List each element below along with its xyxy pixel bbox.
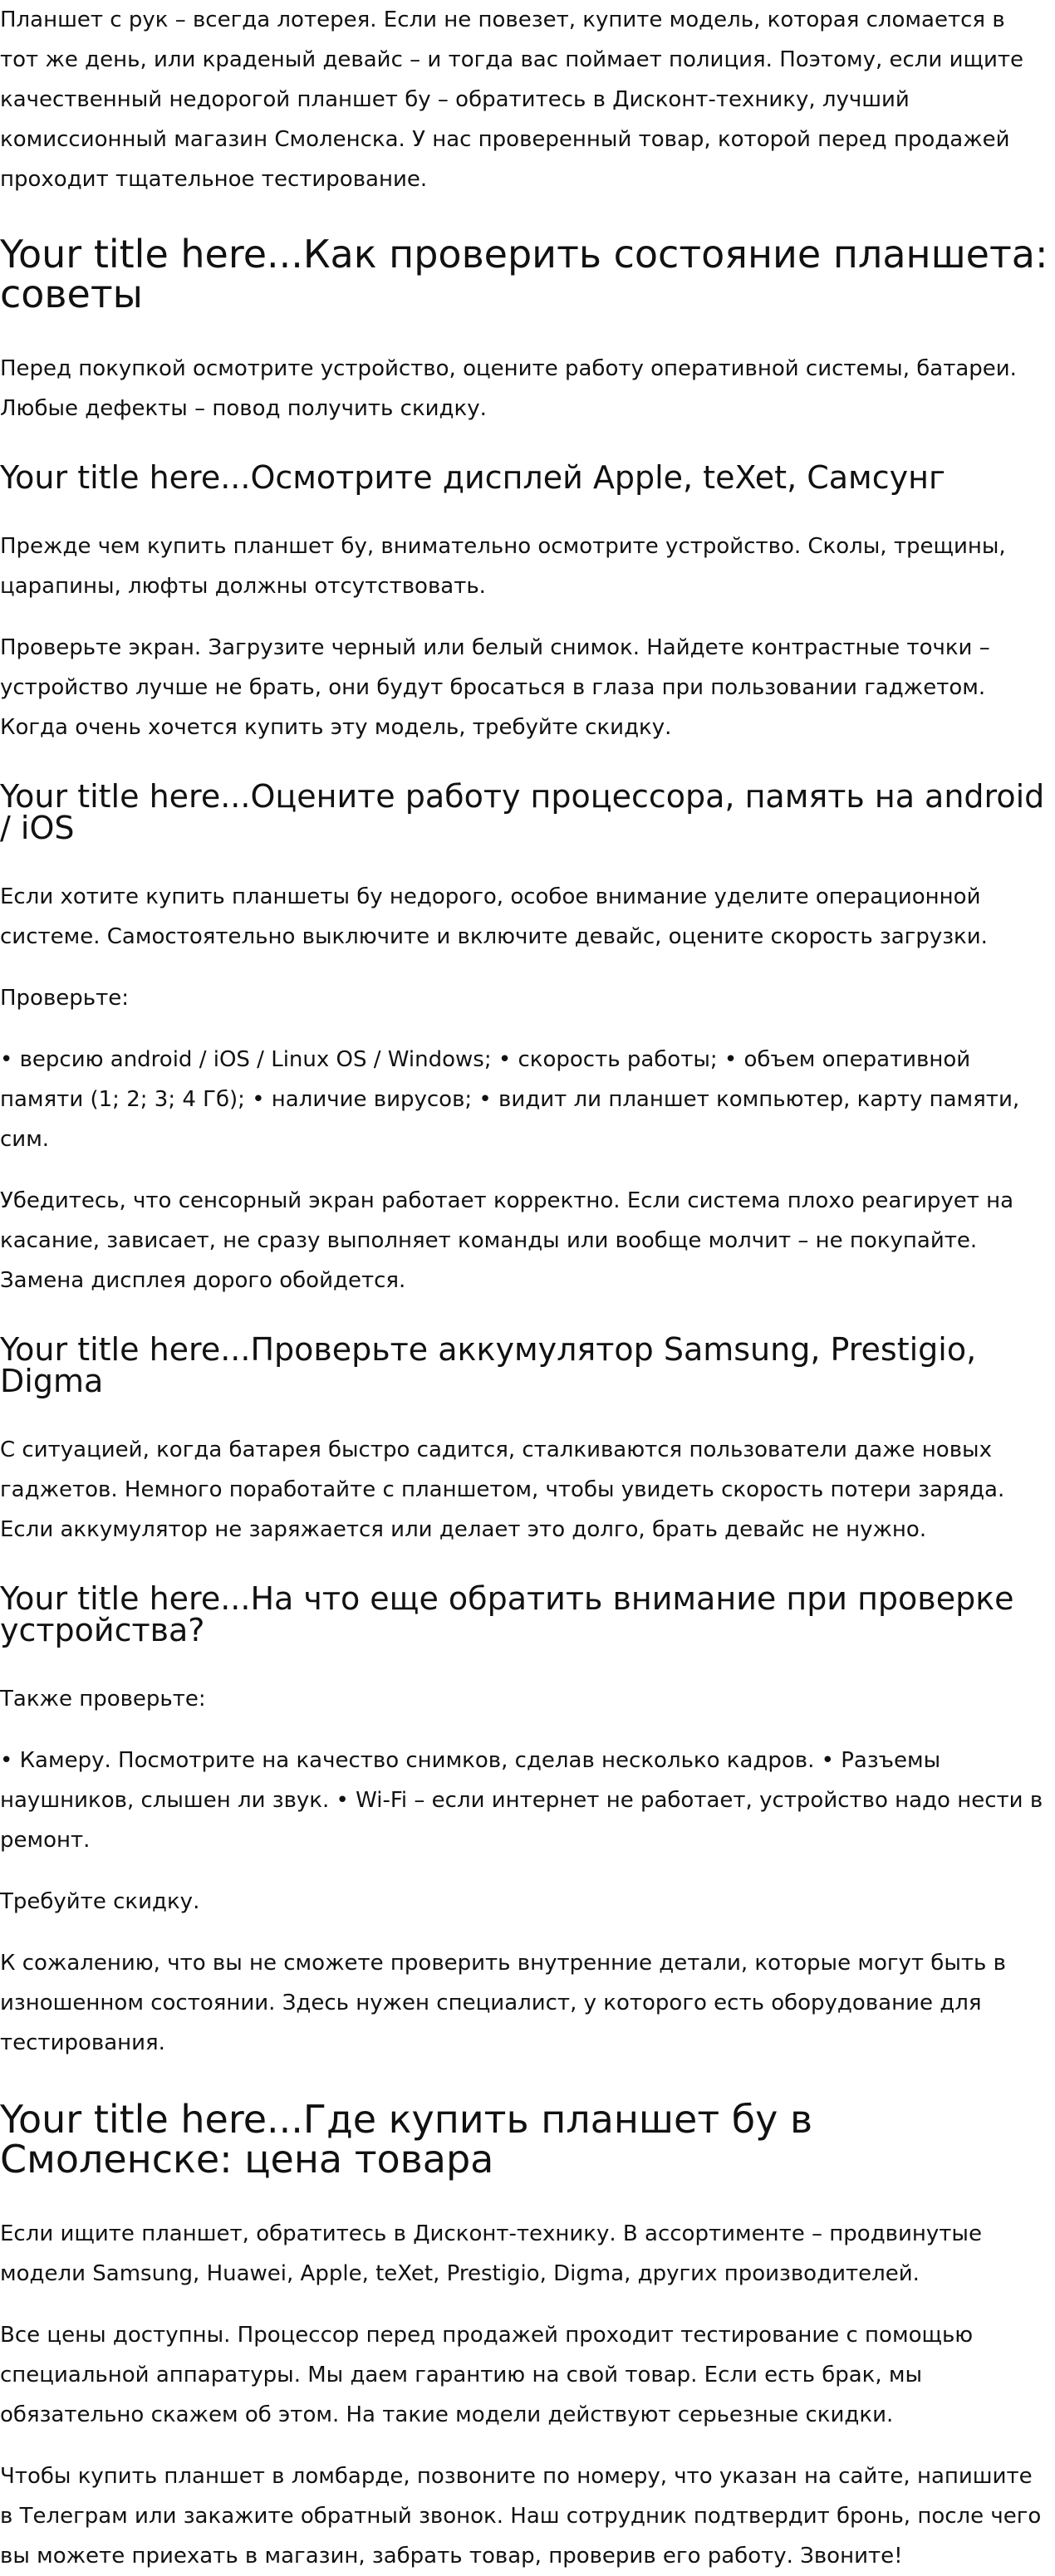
paragraph: Прежде чем купить планшет бу, внимательно осмотрите устройство. Сколы, трещины, царапины, люфты должны отсутствовать. xyxy=(0,534,1006,599)
bullet-paragraph: • версию android / iOS / Linux OS / Windows; • скорость работы; • объем оперативной памяти (1; 2; 3; 4 Гб); • наличие вирусов; • видит ли планшет компьютер, карту памяти, сим. xyxy=(0,1047,1020,1152)
paragraph: Перед покупкой осмотрите устройство, оцените работу оперативной системы, батареи. Любые дефекты – повод получить скидку. xyxy=(0,356,1017,421)
paragraph: С ситуацией, когда батарея быстро садится, сталкиваются пользователи даже новых гаджетов. Немного поработайте с планшетом, чтобы увидеть скорость потери заряда. Если аккумулятор не заряжается или делает это долго, брать девайс не нужно. xyxy=(0,1437,1005,1542)
subheading-battery: Your title here...Проверьте аккумулятор Samsung, Prestigio, Digma xyxy=(0,1331,977,1399)
paragraph: Если ищите планшет, обратитесь в Дисконт-технику. В ассортименте – продвинутые модели Samsung, Huawei, Apple, teXet, Prestigio, Digma, других производителей. xyxy=(0,2221,982,2286)
section-heading-where-to-buy: Your title here...Где купить планшет бу в Смоленске: цена товара xyxy=(0,2097,813,2182)
paragraph: Также проверьте: xyxy=(0,1687,206,1712)
intro-paragraph: Планшет с рук – всегда лотерея. Если не повезет, купите модель, которая сломается в тот же день, или краденый девайс – и тогда вас поймает полиция. Поэтому, если ищите качественный недорогой планшет бу – обратитесь в Дисконт-технику, лучший комиссионный магазин Смоленска. У нас проверенный товар, которой перед продажей проходит тщательное тестирование. xyxy=(0,7,1024,192)
paragraph: К сожалению, что вы не сможете проверить внутренние детали, которые могут быть в изношенном состоянии. Здесь нужен специалист, у которого есть оборудование для тестирования. xyxy=(0,1951,1006,2055)
section-heading-check-condition: Your title here...Как проверить состояние планшета: советы xyxy=(0,232,1048,316)
paragraph: Чтобы купить планшет в ломбарде, позвоните по номеру, что указан на сайте, напишите в Телеграм или закажите обратный звонок. Наш сотрудник подтвердит бронь, после чего вы можете приехать в магазин, забрать товар, проверив его работу. Звоните! xyxy=(0,2464,1042,2569)
paragraph: Если хотите купить планшеты бу недорого, особое внимание уделите операционной системе. Самостоятельно выключите и включите девайс, оцените скорость загрузки. xyxy=(0,884,988,949)
subheading-display: Your title here...Осмотрите дисплей Apple, teXet, Самсунг xyxy=(0,459,945,496)
subheading-processor: Your title here...Оцените работу процессора, память на android / iOS xyxy=(0,778,1045,846)
paragraph: Все цены доступны. Процессор перед продажей проходит тестирование с помощью специальной аппаратуры. Мы даем гарантию на свой товар. Если есть брак, мы обязательно скажем об этом. На такие модели действуют серьезные скидки. xyxy=(0,2323,974,2427)
paragraph: Требуйте скидку. xyxy=(0,1889,200,1914)
bullet-paragraph: • Камеру. Посмотрите на качество снимков, сделав несколько кадров. • Разъемы наушников, слышен ли звук. • Wi-Fi – если интернет не работает, устройство надо нести в ремонт. xyxy=(0,1748,1043,1853)
subheading-other-checks: Your title here...На что еще обратить внимание при проверке устройства? xyxy=(0,1580,1014,1648)
paragraph: Проверьте: xyxy=(0,986,130,1011)
paragraph: Проверьте экран. Загрузите черный или белый снимок. Найдете контрастные точки – устройство лучше не брать, они будут бросаться в глаза при пользовании гаджетом. Когда очень хочется купить эту модель, требуйте скидку. xyxy=(0,635,990,740)
paragraph: Убедитесь, что сенсорный экран работает корректно. Если система плохо реагирует на касание, зависает, не сразу выполняет команды или вообще молчит – не покупайте. Замена дисплея дорого обойдется. xyxy=(0,1188,1014,1293)
